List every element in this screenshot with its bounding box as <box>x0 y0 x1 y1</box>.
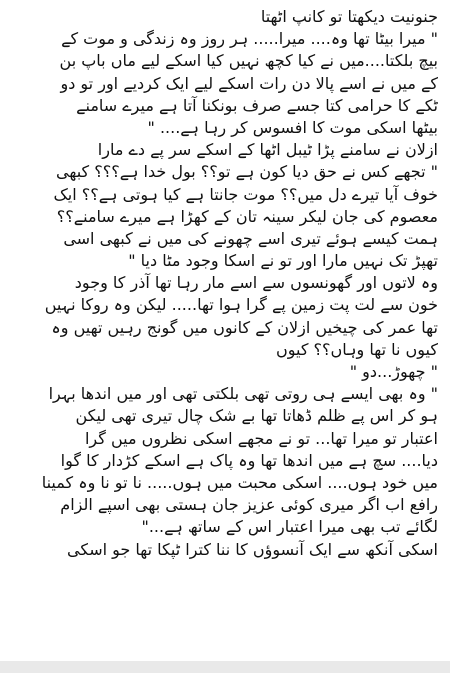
text-line: ٹکے کا حرامی کتا جسے صرف بونکنا آتا ہے میرے سامنے <box>76 95 438 115</box>
text-line: بیٹھا اسکی موت کا افسوس کر رہا ہے.... " <box>147 117 438 137</box>
text-line: " چھوڑ...دو " <box>349 362 438 381</box>
text-line: رافع اب اگر میری کوئی عزیز جان ہستی بھی اسپے الزام <box>60 495 438 515</box>
text-line: اعتبار تو میرا تھا... تو نے مجھے اسکی نظروں میں گرا <box>84 428 438 448</box>
text-line: " میرا بیٹا تھا وہ.... میرا..... ہر روز وہ زندگی و موت کے <box>61 29 438 49</box>
text-line: تھا عمر کی چیخیں ازلان کے کانوں میں گونج رہیں تھیں وہ <box>51 317 438 337</box>
text-line: ہمت کیسے ہوئے تیری اسے چھونے کی میں نے کبھی اسی <box>63 228 438 248</box>
bottom-divider-bar <box>0 661 450 673</box>
text-line: " وہ بھی ایسے ہی روتی تھی بلکتی تھی اور میں اندھا بہرا <box>48 384 438 404</box>
text-line: لگائے تب بھی میرا اعتبار اس کے ساتھ ہے..." <box>141 517 438 537</box>
text-line: کے میں نے اسے پالا دن رات اسکے لیے ایک کردیے اور تو دو <box>60 73 438 93</box>
text-line: ازلان نے سامنے پڑا ٹیبل اٹھا کے اسکے سر پے دے مارا <box>97 140 438 160</box>
text-line: ہو کر اس پے ظلم ڈھاتا تھا بے شک چال تیری تھی لیکن <box>75 406 438 426</box>
text-line: تھپڑ تک نہیں مارا اور تو نے اسکا وجود مٹا دیا " <box>128 251 438 271</box>
text-line: کیوں نا تھا وہاں؟؟ کیوں <box>275 339 438 359</box>
text-line: معصوم کی جان لیکر سینہ تان کے کھڑا ہے میرے سامنے؟؟ <box>56 206 438 226</box>
text-line: وہ لاتوں اور گھونسوں سے اسے مار رہا تھا آذر کا وجود <box>74 273 438 293</box>
text-line: جنونیت دیکھتا تو کانپ اٹھتا <box>260 7 438 26</box>
text-line: خوف آیا تیرے دل میں؟؟ موت جانتا ہے کیا ہوتی ہے؟؟ ایک <box>53 184 438 204</box>
text-line: بیچ بلکتا....میں نے کیا کچھ نہیں کیا اسکے لیے ماں باپ بن <box>59 51 438 71</box>
text-line: خون سے لت پت زمین پے گرا ہوا تھا..... لیکن وہ روکا نہیں <box>44 295 438 315</box>
text-line: میں خود ہوں.... اسکی محبت میں ہوں..... نا تو نا وہ کمینا <box>41 472 438 492</box>
text-line: دیا.... سچ ہے میں اندھا تھا وہ پاک ہے اسکے کڑدار کا گوا <box>60 450 438 470</box>
text-line: " تجھے کس نے حق دیا کون ہے تو؟؟ بول خدا ہے؟؟؟ کبھی <box>56 162 438 182</box>
text-line: اسکی آنکھ سے ایک آنسوؤں کا ننا کترا ٹپکا تھا جو اسکی <box>67 539 438 559</box>
